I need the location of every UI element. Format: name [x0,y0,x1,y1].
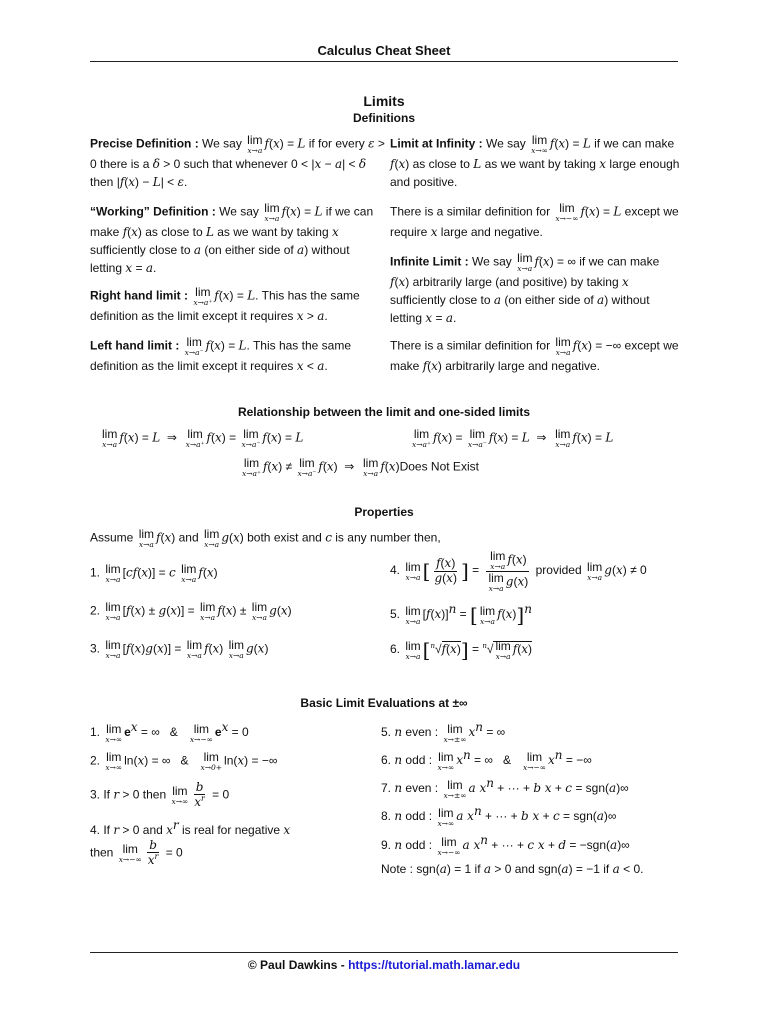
section-title-limits: Limits [363,93,405,109]
right-hand-limit-label: Right hand limit : [90,288,188,303]
working-definition-label: “Working” Definition : [90,204,216,219]
basic-1: 1. lim x→∞ $e^x$ = ∞ & lim x→−∞ $e^x = 0$ [90,720,249,744]
infinite-limit-label: Infinite Limit : [390,254,469,269]
limit-at-infinity-label: Limit at Infinity : [390,136,483,151]
section-title-definitions: Definitions [353,111,415,125]
relationship-formula-1: lim x→a f(x) = L ⇒ lim x→a⁺ f(x) = lim x→a⁻ f(x) = L [102,427,304,449]
property-4: 4. lim x→a [ $\frac{f(x)}{g(x)}$ ] = lim x→a f(x) lim x→a g(x) provided lim x→a g(x) ≠ 0 [390,549,647,593]
provided-text: provided [535,563,582,578]
limit-at-infinity: Limit at Infinity : We say lim x→∞ f(x) = L if we can make f(x) as close to L as we want by taking x large enough and positive. [390,133,680,189]
infinite-limit: Infinite Limit : We say lim x→a f(x) = ∞ if we can make f(x) arbitrarily large (and positive) by taking x sufficiently close to a (on either side of a) without letting x = a. [390,251,660,325]
property-1: 1. lim x→a [cf(x)] = c lim x→a f(x) [90,562,218,584]
basic-9: 9. n odd : lim x→−∞ a $x^n$ + ··· + c x + d = −sgn(a)∞ [381,833,630,857]
does-not-exist-text: Does Not Exist [399,459,479,474]
footer-copyright: © Paul Dawkins - [247,958,349,972]
relationship-formula-3: lim x→a⁺ f(x) ≠ lim x→a⁻ f(x) ⇒ lim x→a f(x)Does Not Exist [242,456,479,478]
precise-definition: Precise Definition : We say lim x→a f(x) = L if for every ε > 0 there is a δ > 0 such that whenever 0 < |x − a| < δ then |f(x) − L| < ε. [90,133,385,189]
left-hand-limit-label: Left hand limit : [90,338,180,353]
basic-3: 3. If r > 0 then lim x→∞ $\frac{b}{x^r}$ = 0 [90,780,230,810]
any-number-text: is any number then, [335,530,441,545]
basic-8: 8. n odd : lim x→∞ a $x^n$ + ··· + b x + c = sgn(a)∞ [381,804,617,828]
working-definition: “Working” Definition : We say lim x→a f(x) = L if we can make f(x) as close to L as we want by taking x sufficiently close to a (on either side of a) without letting x = a. [90,201,374,275]
footer [0,958,768,972]
footer-rule [90,952,678,953]
and-text: and [178,530,199,545]
section-title-relationship: Relationship between the limit and one-sided limits [237,405,531,419]
precise-definition-label: Precise Definition : [90,136,199,151]
property-6: 6. lim x→a [$^n$√f(x)] = $^n$√ lim x→a f(x) [390,637,532,662]
property-5: 5. lim x→a $[f(x)]^n$ = [ lim x→a f(x)]$^n$ [390,602,532,627]
negative-infinite-limit: There is a similar definition for lim x→a f(x) = −∞ except we make f(x) arbitrarily large and negative. [390,335,679,373]
both-exist-text: both exist and [247,530,322,545]
page-header-title: Calculus Cheat Sheet [317,43,451,58]
relationship-formula-2: lim x→a⁺ f(x) = lim x→a⁻ f(x) = L ⇒ lim x→a f(x) = L [412,427,614,449]
left-hand-limit: Left hand limit : lim x→a⁻ f(x) = L. This has the same definition as the limit except it requires x < a. [90,335,351,373]
basic-4: 4. If r > 0 and $x^r$ is real for negative x then lim x→−∞ $\frac{b}{x^r}$ = 0 [90,818,291,868]
section-title-properties: Properties [354,505,414,519]
property-2: 2. lim x→a [f(x) ± g(x)] = lim x→a f(x) ± lim x→a g(x) [90,600,292,622]
right-hand-limit: Right hand limit : lim x→a⁺ f(x) = L. This has the same definition as the limit except it requires x > a. [90,285,360,323]
section-title-basic-evaluations: Basic Limit Evaluations at ±∞ [300,696,468,710]
basic-7: 7. n even : lim x→±∞ a $x^n$ + ··· + b x + c = sgn(a)∞ [381,776,629,800]
header-rule [90,61,678,62]
basic-2: 2. lim x→∞ ln(x) = ∞ & lim x→0+ ln(x) = −∞ [90,750,278,772]
limit-at-negative-infinity: There is a similar definition for lim x→−∞ f(x) = L except we require x large and negative. [390,201,679,239]
property-3: 3. lim x→a [f(x)g(x)] = lim x→a f(x) lim x→a g(x) [90,638,269,660]
properties-assumption: Assume lim x→a f(x) and lim x→a g(x) both exist and c is any number then, [90,527,441,549]
basic-6: 6. n odd : lim x→∞ $x^n$ = ∞ & lim x→−∞ $x^n$ = −∞ [381,748,592,772]
basic-5: 5. n even : lim x→±∞ $x^n$ = ∞ [381,720,506,744]
footer-link[interactable]: https://tutorial.math.lamar.edu [348,958,521,972]
sgn-note: Note : sgn(a) = 1 if a > 0 and sgn(a) = −1 if a < 0. [381,862,644,876]
assume-text: Assume [90,530,134,545]
